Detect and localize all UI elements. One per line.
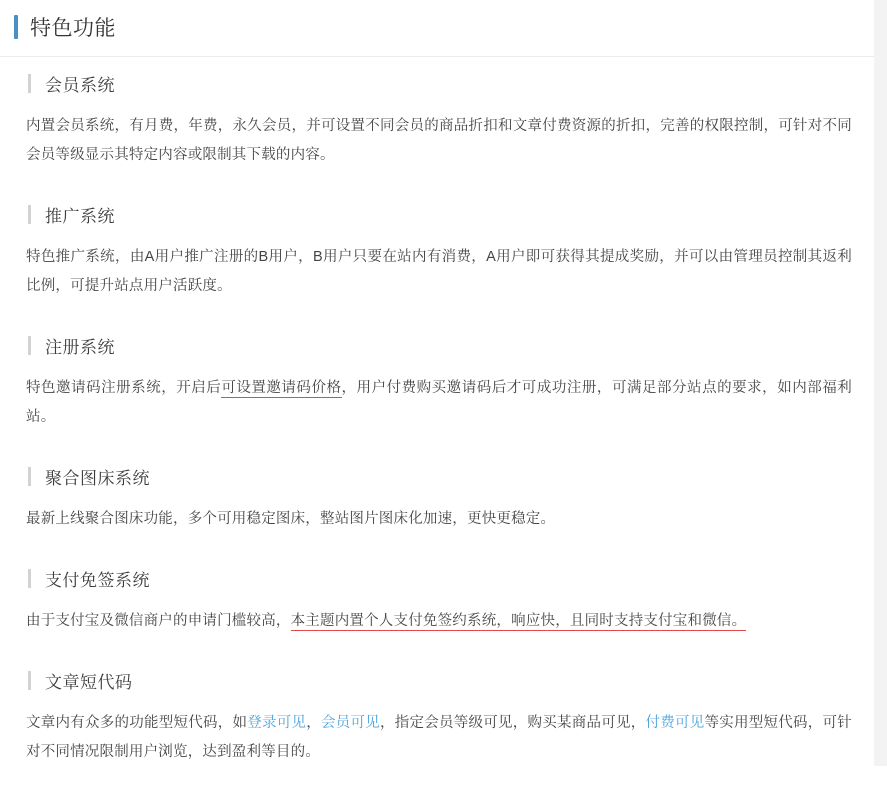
paragraph-text: ， xyxy=(306,715,321,731)
section-paragraph-payment xyxy=(0,601,874,654)
section-heading-text: 聚合图床系统 xyxy=(45,469,150,488)
paragraph-text: 最新上线聚合图床功能，多个可用稳定图床，整站图片图床化加速，更快更稳定。 xyxy=(26,511,556,527)
paragraph-text: 等实用型短代码，可针对不同情况限制用户浏览，达到盈利等目的。 xyxy=(26,715,852,760)
page-title-accent-bar xyxy=(14,15,18,39)
shortcode-link-member-visible[interactable]: 会员可见 xyxy=(321,715,380,731)
section-accent-bar xyxy=(28,205,31,224)
paragraph-text: 特色推广系统，由A用户推广注册的B用户，B用户只要在站内有消费，A用户即可获得其提成奖励，并可以由管理员控制其返利比例，可提升站点用户活跃度。 xyxy=(26,249,852,294)
section-accent-bar xyxy=(28,671,31,690)
paragraph-text: 内置会员系统，有月费，年费，永久会员，并可设置不同会员的商品折扣和文章付费资源的折扣，完善的权限控制，可针对不同会员等级显示其特定内容或限制其下载的内容。 xyxy=(26,118,852,163)
section-accent-bar xyxy=(28,569,31,588)
section-paragraph-promotion xyxy=(0,237,874,319)
section-accent-bar xyxy=(28,74,31,93)
section-heading-text: 文章短代码 xyxy=(45,673,133,692)
section-heading-shortcode xyxy=(0,654,874,703)
section-heading-registration xyxy=(0,319,874,368)
section-accent-bar xyxy=(28,336,31,355)
sections-container xyxy=(0,57,874,785)
section-heading-promotion xyxy=(0,188,874,237)
section-paragraph-registration xyxy=(0,368,874,450)
page-right-gutter xyxy=(874,0,887,766)
section-paragraph-membership xyxy=(0,106,874,188)
paragraph-text: 特色邀请码注册系统，开启后 xyxy=(26,380,222,396)
paragraph-text: 由于支付宝及微信商户的申请门槛较高， xyxy=(26,613,291,629)
section-heading-membership xyxy=(0,57,874,106)
paragraph-text: 文章内有众多的功能型短代码，如 xyxy=(26,715,248,731)
section-heading-text: 会员系统 xyxy=(45,76,115,95)
shortcode-link-login-visible[interactable]: 登录可见 xyxy=(247,715,307,731)
highlighted-text: 本主题内置个人支付免签约系统，响应快，且同时支持支付宝和微信。 xyxy=(290,613,747,629)
highlighted-text: 可设置邀请码价格 xyxy=(221,380,342,396)
section-heading-payment xyxy=(0,552,874,601)
section-heading-text: 推广系统 xyxy=(45,207,115,226)
page-title xyxy=(0,0,874,57)
section-accent-bar xyxy=(28,467,31,486)
section-paragraph-image-hosting xyxy=(0,499,874,552)
shortcode-link-paid-visible[interactable]: 付费可见 xyxy=(645,715,705,731)
section-heading-image-hosting xyxy=(0,450,874,499)
page-title-text: 特色功能 xyxy=(30,17,116,40)
section-paragraph-shortcode xyxy=(0,703,874,785)
paragraph-text: ，指定会员等级可见，购买某商品可见， xyxy=(380,715,646,731)
paragraph-text: ，用户付费购买邀请码后才可成功注册，可满足部分站点的要求，如内部福利站。 xyxy=(26,380,852,425)
section-heading-text: 注册系统 xyxy=(45,338,115,357)
section-heading-text: 支付免签系统 xyxy=(45,571,150,590)
